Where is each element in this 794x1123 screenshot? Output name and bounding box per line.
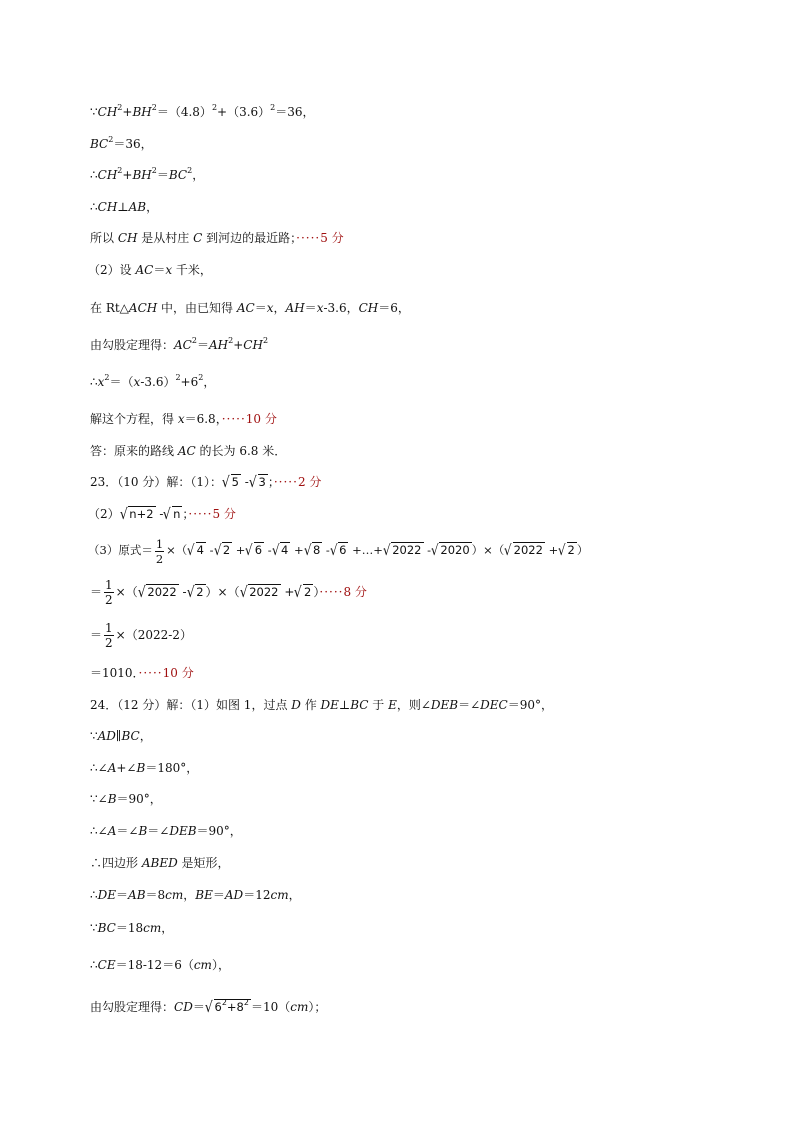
line-23	[90, 855, 230, 871]
text: E	[388, 698, 397, 712]
line-24	[90, 887, 301, 903]
radicand: 2022	[147, 585, 177, 599]
text: ＝10（	[250, 1000, 291, 1014]
exponent: 2	[104, 373, 110, 382]
text: ＝180°，	[145, 761, 199, 775]
fraction	[155, 537, 164, 566]
line-6	[88, 262, 212, 278]
sqrt: √ 2022	[137, 583, 177, 601]
line-22	[90, 823, 242, 839]
text: cm	[143, 921, 162, 935]
radicand: 2	[304, 585, 312, 599]
text: +	[233, 338, 244, 352]
text: DE	[97, 888, 117, 902]
exponent: 2	[151, 166, 157, 175]
text: ）	[576, 543, 589, 557]
text: 是从村庄	[137, 231, 194, 245]
line-18	[90, 697, 553, 713]
text: 中，由已知得	[157, 301, 237, 315]
exponent: 2	[117, 166, 123, 175]
score-dots: ·····	[273, 475, 298, 489]
text: ∴	[90, 200, 98, 214]
score-mark: 5 分	[212, 507, 236, 521]
text: cm	[270, 888, 289, 902]
text: +（3.6）	[217, 105, 271, 119]
text: +	[544, 543, 559, 557]
text: 解这个方程，得	[90, 412, 178, 426]
line-19	[90, 728, 152, 744]
text: ＝	[192, 1000, 205, 1014]
text: ∴	[90, 168, 98, 182]
radicand: 8	[312, 543, 321, 557]
exponent: 2	[187, 166, 193, 175]
text: A	[107, 761, 117, 775]
sqrt: √ 2	[294, 583, 312, 601]
text: ，	[288, 888, 301, 902]
text: 由勾股定理得：	[90, 1000, 175, 1014]
text: AH	[208, 338, 229, 352]
text: -	[155, 507, 164, 521]
text: ∴∠	[90, 824, 108, 838]
text: 的长为 6.8 米．	[195, 444, 287, 458]
exponent: 2	[108, 135, 114, 144]
radicand: 2022	[392, 543, 422, 557]
text: ∴∠	[90, 761, 108, 775]
text: ，则∠	[396, 698, 431, 712]
text: （3）原式＝	[88, 543, 153, 557]
text: ），	[211, 958, 230, 972]
radicand: n+2	[129, 507, 154, 521]
score-dots: ·····	[221, 412, 246, 426]
line-3	[90, 167, 204, 183]
text: BH	[132, 105, 152, 119]
sqrt: √ 2022	[382, 541, 422, 559]
sqrt: √ 2	[558, 541, 575, 559]
fraction	[104, 621, 114, 650]
text: ∴四边形	[90, 856, 142, 870]
text: B	[107, 792, 117, 806]
text: -	[322, 543, 330, 557]
text: +…+	[348, 543, 383, 557]
exponent: 2	[243, 998, 249, 1007]
text: +	[290, 543, 304, 557]
text: ∴	[90, 888, 98, 902]
text: AC	[135, 263, 154, 277]
sqrt: √ 2	[213, 541, 231, 559]
score-mark: 5 分	[320, 231, 344, 245]
sqrt: √ 2022	[239, 583, 279, 601]
denominator: 2	[155, 551, 164, 566]
text: ×（2022-2）	[115, 628, 192, 642]
text: ）	[313, 585, 320, 599]
line-9	[90, 374, 215, 390]
text: ＝	[196, 338, 209, 352]
line-20	[90, 760, 198, 776]
text: ＝18-12＝6（	[115, 958, 194, 972]
text: B	[138, 824, 148, 838]
line-10	[90, 411, 277, 427]
sqrt: √ 4	[271, 541, 289, 559]
text: -3.6，	[323, 301, 359, 315]
text: ＝（	[109, 375, 134, 389]
line-12	[90, 474, 321, 490]
text: +8	[226, 1000, 244, 1014]
radicand: 5	[231, 475, 239, 489]
sqrt: √ 2	[186, 583, 204, 601]
score-dots: ·····	[138, 666, 163, 680]
text: AB	[128, 888, 146, 902]
text: ，	[192, 168, 205, 182]
text: cm	[193, 958, 212, 972]
score-mark: 10 分	[162, 666, 194, 680]
text: ；	[267, 475, 274, 489]
score-dots: ·····	[188, 507, 213, 521]
text: CH	[97, 168, 118, 182]
fraction	[104, 578, 114, 607]
line-4	[90, 199, 158, 215]
text: AD∥BC	[97, 729, 140, 743]
text: ）×（	[471, 543, 505, 557]
text: +	[122, 105, 133, 119]
text: -3.6）	[140, 375, 176, 389]
text: ；	[182, 507, 189, 521]
line-11	[90, 443, 286, 459]
text: ∵	[90, 921, 98, 935]
text: CH⊥AB	[97, 200, 147, 214]
text: ＝	[90, 628, 103, 642]
text: 6	[214, 1000, 222, 1014]
text: AC	[236, 301, 255, 315]
text: ＝（4.8）	[156, 105, 212, 119]
text: ＝90°，	[116, 792, 162, 806]
text: ∵	[90, 105, 98, 119]
text: ）；	[308, 1000, 327, 1014]
text: x	[316, 301, 324, 315]
text: ＝	[116, 888, 129, 902]
text: AC	[177, 444, 196, 458]
text: CE	[97, 958, 116, 972]
text: ×（	[166, 543, 188, 557]
text: ＝	[212, 888, 225, 902]
text: +6	[180, 375, 199, 389]
text: 到河边的最近路；	[202, 231, 297, 245]
text: CH	[243, 338, 263, 352]
line-16	[90, 620, 192, 650]
exponent: 2	[221, 998, 227, 1007]
text: ×（	[115, 585, 138, 599]
text: x	[266, 301, 274, 315]
text: ＝90°，	[507, 698, 553, 712]
score-mark: 10 分	[245, 412, 277, 426]
radicand: 2	[196, 585, 204, 599]
text: ＝8	[145, 888, 166, 902]
line-15	[90, 577, 367, 607]
exponent: 2	[198, 373, 204, 382]
text: 作	[300, 698, 321, 712]
text: 是矩形，	[177, 856, 230, 870]
radicand: 4	[280, 543, 289, 557]
text: DEB	[430, 698, 459, 712]
line-7	[90, 300, 410, 316]
line-25	[90, 920, 173, 936]
text: BE	[195, 888, 213, 902]
text: DE⊥BC	[320, 698, 369, 712]
text: cm	[290, 1000, 309, 1014]
sqrt: √ 4	[187, 541, 204, 559]
radicand: 4	[196, 543, 204, 557]
text: DEB	[169, 824, 197, 838]
text: ，	[273, 301, 286, 315]
sqrt: √ 3	[248, 473, 266, 491]
text: ABED	[141, 856, 178, 870]
text: +	[232, 543, 246, 557]
text: +	[280, 585, 295, 599]
sqrt: √ n+2	[119, 505, 154, 523]
radicand: 6	[339, 543, 347, 557]
text: ∵∠	[90, 792, 108, 806]
text: AH	[285, 301, 305, 315]
radicand: 2020	[440, 543, 470, 557]
radicand: 6	[254, 543, 263, 557]
exponent: 2	[175, 373, 181, 382]
text: -	[205, 543, 214, 557]
text: ＝∠	[116, 824, 139, 838]
denominator: 2	[105, 636, 113, 650]
text: 于	[368, 698, 389, 712]
exponent: 2	[228, 336, 234, 345]
radicand: n	[173, 507, 181, 521]
line-14	[88, 535, 588, 566]
text: ＝1010．	[90, 666, 139, 680]
text: ，	[183, 888, 196, 902]
text: ，	[203, 375, 216, 389]
text: ＝6.8，	[184, 412, 222, 426]
text: -	[423, 543, 432, 557]
denominator: 2	[105, 593, 113, 607]
text: 千米，	[172, 263, 212, 277]
text: D	[291, 698, 301, 712]
score-mark: 2 分	[297, 475, 322, 489]
text: CH	[117, 231, 138, 245]
text: +∠	[116, 761, 137, 775]
text: ＝18	[115, 921, 144, 935]
text: -	[240, 475, 249, 489]
text: x	[177, 412, 185, 426]
sqrt: √ 2020	[430, 541, 470, 559]
exponent: 2	[117, 103, 123, 112]
radicand: 2022	[249, 585, 279, 599]
text: x	[133, 375, 141, 389]
line-13	[88, 506, 236, 522]
text: 由勾股定理得：	[90, 338, 175, 352]
text: ，	[139, 729, 152, 743]
text: 答：原来的路线	[90, 444, 178, 458]
radicand: 2	[222, 543, 231, 557]
radicand: 3	[258, 475, 266, 489]
numerator: 1	[105, 578, 113, 592]
score-mark: 8 分	[343, 585, 367, 599]
text: ACH	[128, 301, 158, 315]
score-dots: ·····	[319, 585, 344, 599]
sqrt: √ 6	[329, 541, 347, 559]
text: +	[122, 168, 133, 182]
exponent: 2	[211, 103, 218, 112]
text: CH	[97, 105, 118, 119]
line-1	[90, 104, 315, 120]
text: CD	[174, 1000, 193, 1014]
sqrt: √ 2022	[504, 541, 543, 559]
text: ＝36，	[275, 105, 315, 119]
text: BC	[97, 921, 116, 935]
exponent: 2	[262, 336, 269, 345]
text: DEC	[480, 698, 508, 712]
text: BH	[132, 168, 152, 182]
text: x	[165, 263, 173, 277]
text: B	[136, 761, 146, 775]
line-2	[90, 136, 153, 152]
text: 24．（12 分）解：（1）如图 1，过点	[90, 698, 292, 712]
sqrt: √ n	[163, 505, 181, 523]
text: ＝36，	[113, 137, 153, 151]
text: ∵	[90, 729, 98, 743]
score-dots: ·····	[296, 231, 321, 245]
text: ＝6，	[378, 301, 410, 315]
text: ＝90°，	[196, 824, 242, 838]
sqrt: √ 6	[245, 541, 263, 559]
text: ，	[146, 200, 159, 214]
sqrt: √ 8	[303, 541, 321, 559]
text: ＝∠	[458, 698, 481, 712]
exponent: 2	[191, 336, 197, 345]
text: CH	[358, 301, 379, 315]
text: ＝	[254, 301, 267, 315]
text: AC	[174, 338, 192, 352]
line-17	[90, 665, 194, 681]
text: ＝	[153, 263, 166, 277]
numerator: 1	[155, 536, 164, 551]
text: -	[264, 543, 272, 557]
text: 23．（10 分）解：（1）：	[90, 475, 222, 489]
text: BC	[90, 137, 109, 151]
line-26	[90, 957, 230, 973]
text: （2）	[88, 507, 120, 521]
text: A	[107, 824, 117, 838]
sqrt: √ 5	[221, 473, 239, 491]
text: ∴	[90, 375, 98, 389]
text: C	[193, 231, 203, 245]
text: ，	[161, 921, 174, 935]
line-5	[90, 230, 344, 246]
text: -	[178, 585, 187, 599]
line-21	[90, 791, 162, 807]
line-8	[90, 337, 268, 353]
text: ＝	[90, 585, 103, 599]
exponent: 2	[151, 103, 157, 112]
text: cm	[165, 888, 184, 902]
text: ）×（	[205, 585, 240, 599]
exponent: 2	[270, 103, 276, 112]
text: x	[97, 375, 105, 389]
numerator: 1	[105, 621, 113, 635]
text: ∴	[90, 958, 98, 972]
text: 所以	[90, 231, 118, 245]
text: ＝12	[243, 888, 271, 902]
sqrt: √ $6^2+8^2$	[204, 998, 249, 1016]
text: BC	[168, 168, 188, 182]
text: ＝	[304, 301, 317, 315]
radicand: 2022	[513, 543, 543, 557]
text: AD	[224, 888, 244, 902]
text: ＝∠	[147, 824, 170, 838]
text: （2）设	[88, 263, 136, 277]
text: 在 Rt△	[90, 301, 129, 315]
radicand	[214, 999, 251, 1014]
line-27	[90, 996, 326, 1018]
radicand: 2	[567, 543, 575, 557]
text: ＝	[156, 168, 169, 182]
